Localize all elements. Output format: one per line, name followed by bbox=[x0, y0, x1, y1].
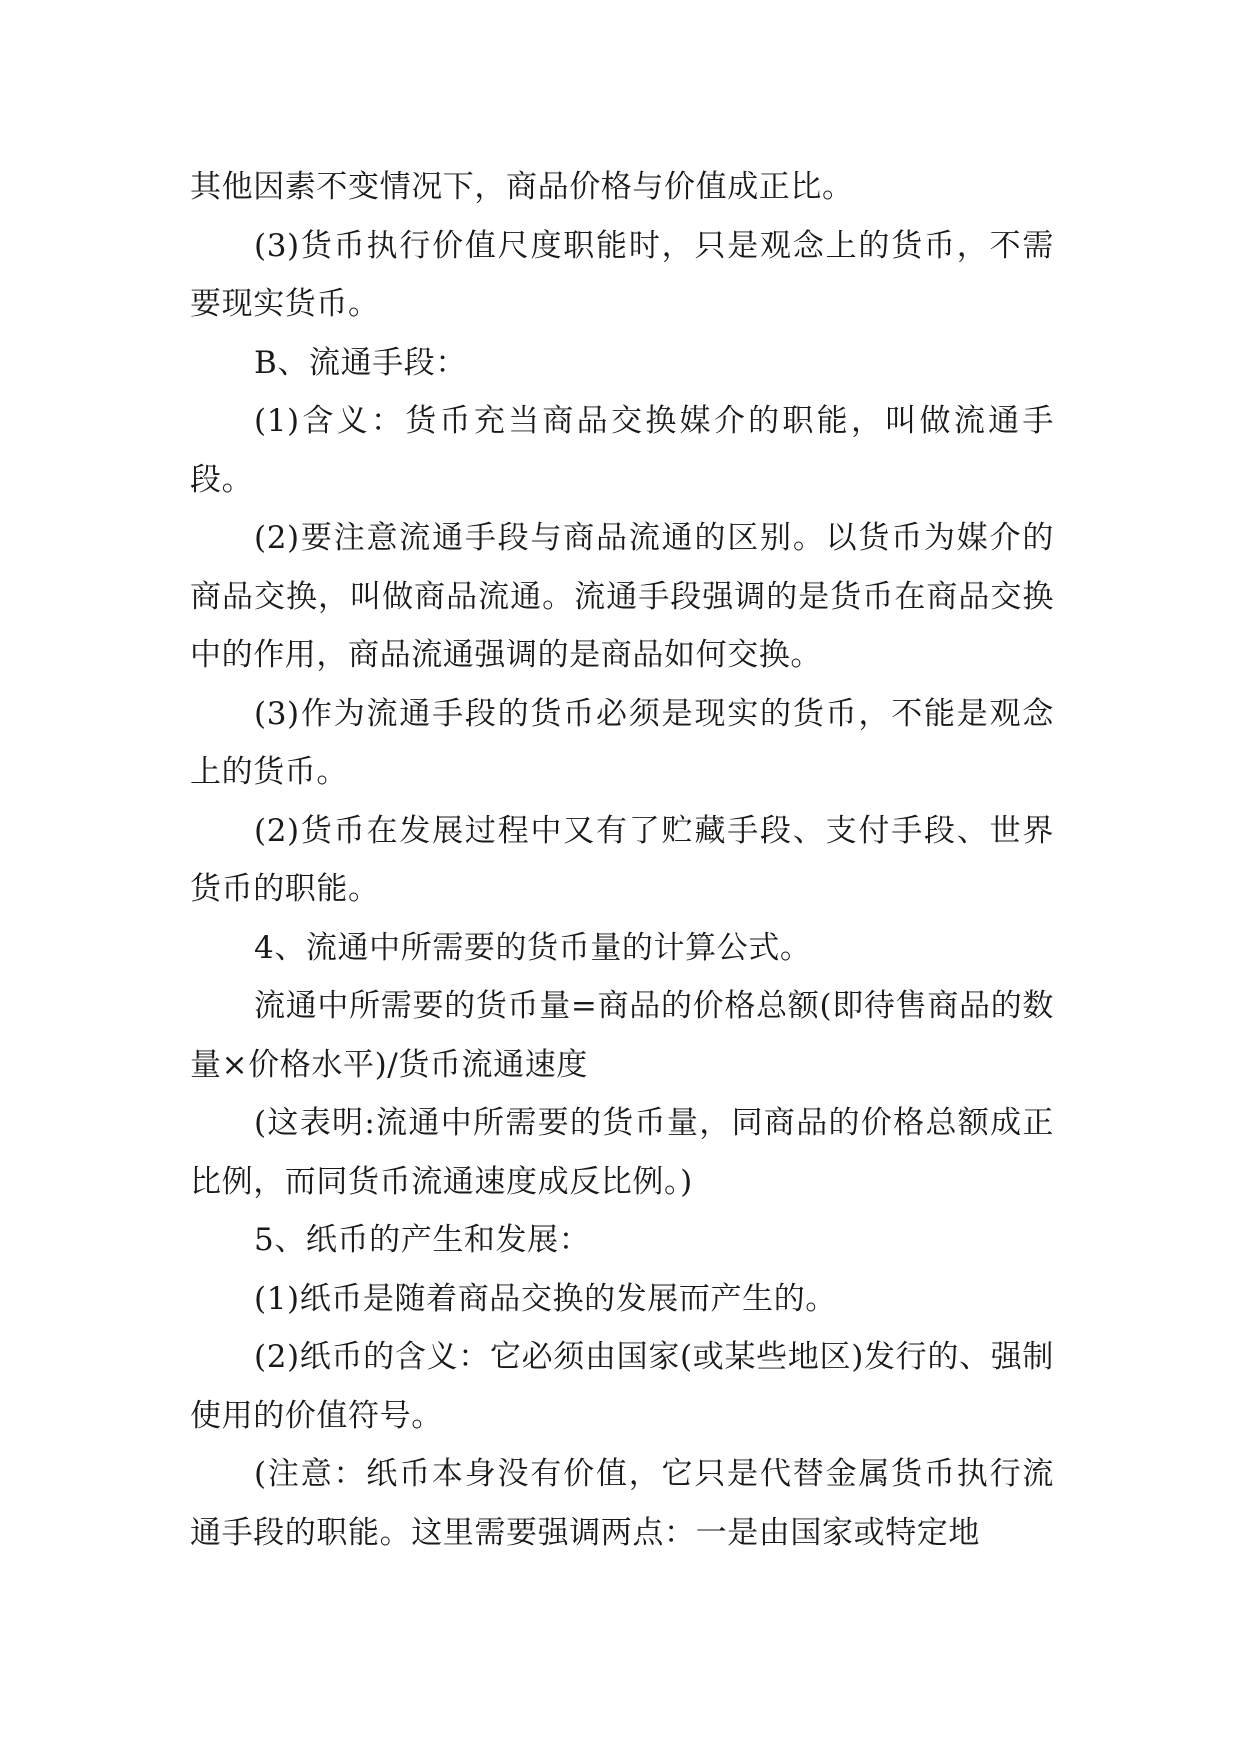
paragraph: (3)作为流通手段的货币必须是现实的货币，不能是观念上的货币。 bbox=[190, 695, 1054, 790]
paragraph: (1)纸币是随着商品交换的发展而产生的。 bbox=[254, 1280, 837, 1317]
paragraph: (这表明:流通中所需要的货币量，同商品的价格总额成正比例，而同货币流通速度成反比例。) bbox=[190, 1105, 1054, 1200]
paragraph: (2)纸币的含义：它必须由国家(或某些地区)发行的、强制使用的价值符号。 bbox=[190, 1339, 1054, 1434]
section-heading: B、流通手段： bbox=[254, 344, 467, 381]
paragraph: (2)货币在发展过程中又有了贮藏手段、支付手段、世界货币的职能。 bbox=[190, 812, 1054, 907]
paragraph: (2)要注意流通手段与商品流通的区别。以货币为媒介的商品交换，叫做商品流通。流通手段强调的是货币在商品交换中的作用，商品流通强调的是商品如何交换。 bbox=[190, 520, 1054, 673]
paragraph: (1)含义：货币充当商品交换媒介的职能，叫做流通手段。 bbox=[190, 403, 1054, 498]
section-heading: 5、纸币的产生和发展： bbox=[254, 1222, 591, 1258]
paragraph: (注意：纸币本身没有价值，它只是代替金属货币执行流通手段的职能。这里需要强调两点：一是由国家或特定地 bbox=[190, 1456, 1054, 1551]
formula-paragraph: 流通中所需要的货币量=商品的价格总额(即待售商品的数量×价格水平)/货币流通速度 bbox=[190, 988, 1054, 1083]
paragraph: 其他因素不变情况下，商品价格与价值成正比。 bbox=[190, 169, 854, 205]
document-body bbox=[190, 158, 1054, 1562]
paragraph: (3)货币执行价值尺度职能时，只是观念上的货币，不需要现实货币。 bbox=[190, 227, 1054, 322]
section-heading: 4、流通中所需要的货币量的计算公式。 bbox=[254, 929, 812, 966]
